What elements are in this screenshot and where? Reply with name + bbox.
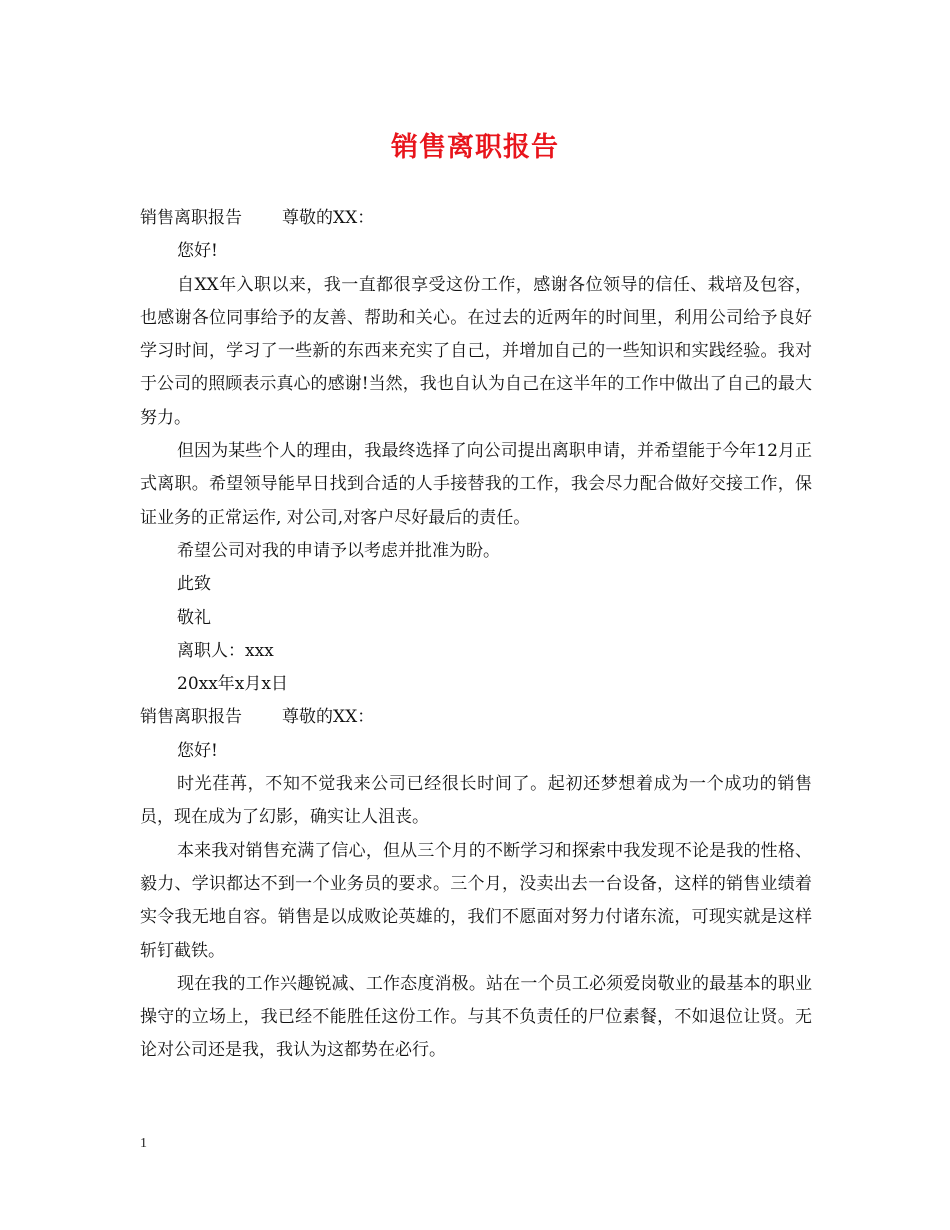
letter1-paragraph-1: 自XX年入职以来，我一直都很享受这份工作，感谢各位领导的信任、栽培及包容，也感谢各位同事给予的友善、帮助和关心。在过去的近两年的时间里，利用公司给予良好学习时间，学习了一些新的东西来充实了自己，并增加自己的一些知识和实践经验。我对于公司的照顾表示真心的感谢!当然，我也自认为自己在这半年的工作中做出了自己的最大努力。	[140, 274, 812, 428]
letter1-salutation: 尊敬的XX：	[282, 208, 375, 228]
letter1-heading: 销售离职报告	[140, 208, 242, 228]
page-number: 1	[140, 1136, 147, 1151]
letter1-signature: 离职人：xxx	[177, 640, 274, 661]
letter1-paragraph-2: 但因为某些个人的理由，我最终选择了向公司提出离职申请，并希望能于今年12月正式离职。希望领导能早日找到合适的人手接替我的工作，我会尽力配合做好交接工作，保证业务的正常运作, 对公司,对客户尽好最后的责任。	[140, 441, 812, 528]
document-body	[140, 202, 812, 1068]
letter2-paragraph-3: 现在我的工作兴趣锐减、工作态度消极。站在一个员工必须爱岗敬业的最基本的职业操守的立场上，我已经不能胜任这份工作。与其不负责任的尸位素餐，不如退位让贤。无论对公司还是我，我认为这都势在必行。	[140, 973, 812, 1061]
document-title: 销售离职报告	[391, 132, 559, 163]
letter2-greeting: 您好!	[177, 740, 218, 761]
letter2-salutation: 尊敬的XX：	[282, 707, 375, 728]
letter1-closing-2: 敬礼	[177, 607, 211, 628]
letter2-paragraph-1: 时光荏苒，不知不觉我来公司已经很长时间了。起初还梦想着成为一个成功的销售员，现在成为了幻影，确实让人沮丧。	[140, 774, 812, 828]
letter1-closing-1: 此致	[177, 574, 211, 595]
letter2-heading: 销售离职报告	[140, 707, 242, 728]
letter2-paragraph-2: 本来我对销售充满了信心，但从三个月的不断学习和探索中我发现不论是我的性格、毅力、学识都达不到一个业务员的要求。三个月，没卖出去一台设备，这样的销售业绩着实令我无地自容。销售是以成败论英雄的，我们不愿面对努力付诸东流，可现实就是这样斩钉截铁。	[140, 840, 812, 961]
letter1-heading-line	[140, 202, 812, 235]
letter1-date: 20xx年x月x日	[177, 674, 288, 695]
letter2-heading-line	[140, 701, 812, 734]
letter1-greeting: 您好!	[177, 241, 218, 262]
letter1-paragraph-3: 希望公司对我的申请予以考虑并批准为盼。	[177, 540, 500, 561]
